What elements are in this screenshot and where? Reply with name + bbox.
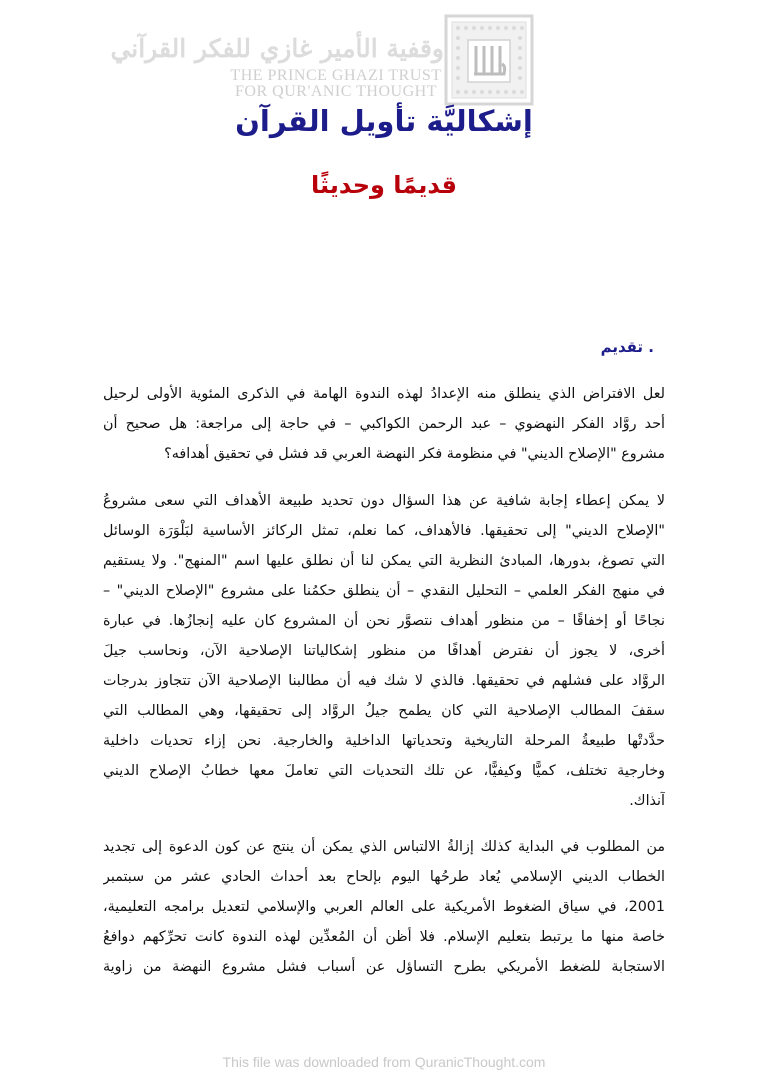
paragraph-line: وخارجية تختلف، كميًّا وكيفيًّا، عن تلك التحديات التي تعاملَ معها خطابُ الإصلاح الديني	[103, 763, 665, 779]
paragraph-line: أخرى، لا يجوز أن نفترض أهدافًا من منظور إشكالياتنا الإصلاحية الآن، ونحاسب جيلَ	[103, 643, 665, 659]
paragraph-line: حدَّدتْها طبيعةُ المرحلة التاريخية وتحدياتها الداخلية والخارجية. نحن إزاء تحديات داخلية	[103, 733, 665, 749]
paragraph-line: التي تصوغ، بدورها، المبادئ النظرية التي يمكن لنا أن نطلق عليها اسم "المنهج". ولا يستقيم	[103, 553, 665, 569]
paragraph-line: مشروع "الإصلاح الديني" في منظومة فكر النهضة العربي قد فشل في تحقيق أهدافه؟	[164, 446, 665, 462]
paragraph-line: 2001، في سياق الضغوط الأمريكية على العالم العربي والإسلامي لتعديل برامجه التعليمية،	[103, 899, 665, 915]
paragraph-line: في منهج الفكر العلمي – التحليل النقدي – أن ينطلق حكمُنا على مشروع "الإصلاح الديني" –	[103, 583, 665, 599]
paragraph-line: الخطاب الديني الإسلامي يُعاد طرحُها اليوم بإلحاح بعد أحداث الحادي عشر من سبتمبر	[103, 869, 665, 885]
paragraph-line: الروَّاد على فشلهم في تحقيقها. فالذي لا شك فيه أن مطالبنا الإصلاحية الآن تتجاوز بدرجات	[103, 673, 665, 689]
paragraph-line: نجاحًا أو إخفاقًا – من منظور أهداف نتصوَّر نحن أن المشروع كان عليه إنجازُها. في عبارة	[103, 613, 665, 629]
paragraph-line: أحد روَّاد الفكر النهضوي – عبد الرحمن الكواكبي – في حاجة إلى مراجعة: هل صحيح أن	[103, 416, 665, 432]
paragraph-line: من المطلوب في البداية كذلك إزالةُ الالتباس الذي يمكن أن ينتج عن كون الدعوة إلى تجديد	[103, 839, 665, 855]
paragraph-line: سقفَ المطالب الإصلاحية التي كان يطمح جيلُ الروَّاد إلى تحقيقها، وهي المطالب التي	[103, 703, 665, 719]
paragraph-2	[103, 486, 665, 816]
paragraph-line: خاصة منها ما يرتبط بتعليم الإسلام. فلا أظن أن المُعدِّين لهذه الندوة كانت تحرِّكهم دوافعُ	[103, 929, 665, 945]
paragraph-line: لعل الافتراض الذي ينطلق منه الإعدادُ لهذه الندوة الهامة في الذكرى المئوية الأولى لرحيل	[103, 386, 665, 402]
section-heading: . تقديم	[600, 338, 654, 356]
paragraph-line: "الإصلاح الديني" إلى تحقيقها. فالأهداف، كما نعلم، تمثل الركائز الأساسية لبَلْوَرَة الوسائل	[103, 523, 665, 539]
logo-arabic-text: وقفية الأمير غازي للفكر القرآني	[110, 34, 444, 63]
paragraph-1	[103, 379, 665, 469]
paragraph-line: الاستجابة للضغط الأمريكي بطرح التساؤل عن أسباب فشل مشروع النهضة من زاوية	[103, 959, 665, 975]
page-title: إشكاليَّة تأويل القرآن	[235, 104, 533, 138]
download-footer: This file was downloaded from QuranicThought.com	[222, 1054, 546, 1070]
paragraph-line: لا يمكن إعطاء إجابة شافية عن هذا السؤال دون تحديد طبيعة الأهداف التي سعى مشروعُ	[103, 493, 665, 509]
trust-logo	[110, 10, 538, 110]
paragraph-line: آنذاك.	[629, 793, 665, 809]
calligraphy-seal-icon	[444, 14, 534, 106]
logo-english-line-1: THE PRINCE GHAZI TRUST	[230, 67, 442, 84]
logo-english-line-2: FOR QUR'ANIC THOUGHT	[235, 83, 437, 100]
paragraph-3	[103, 832, 665, 982]
logo-english-text	[228, 68, 444, 100]
page-subtitle: قديمًا وحديثًا	[311, 171, 457, 199]
